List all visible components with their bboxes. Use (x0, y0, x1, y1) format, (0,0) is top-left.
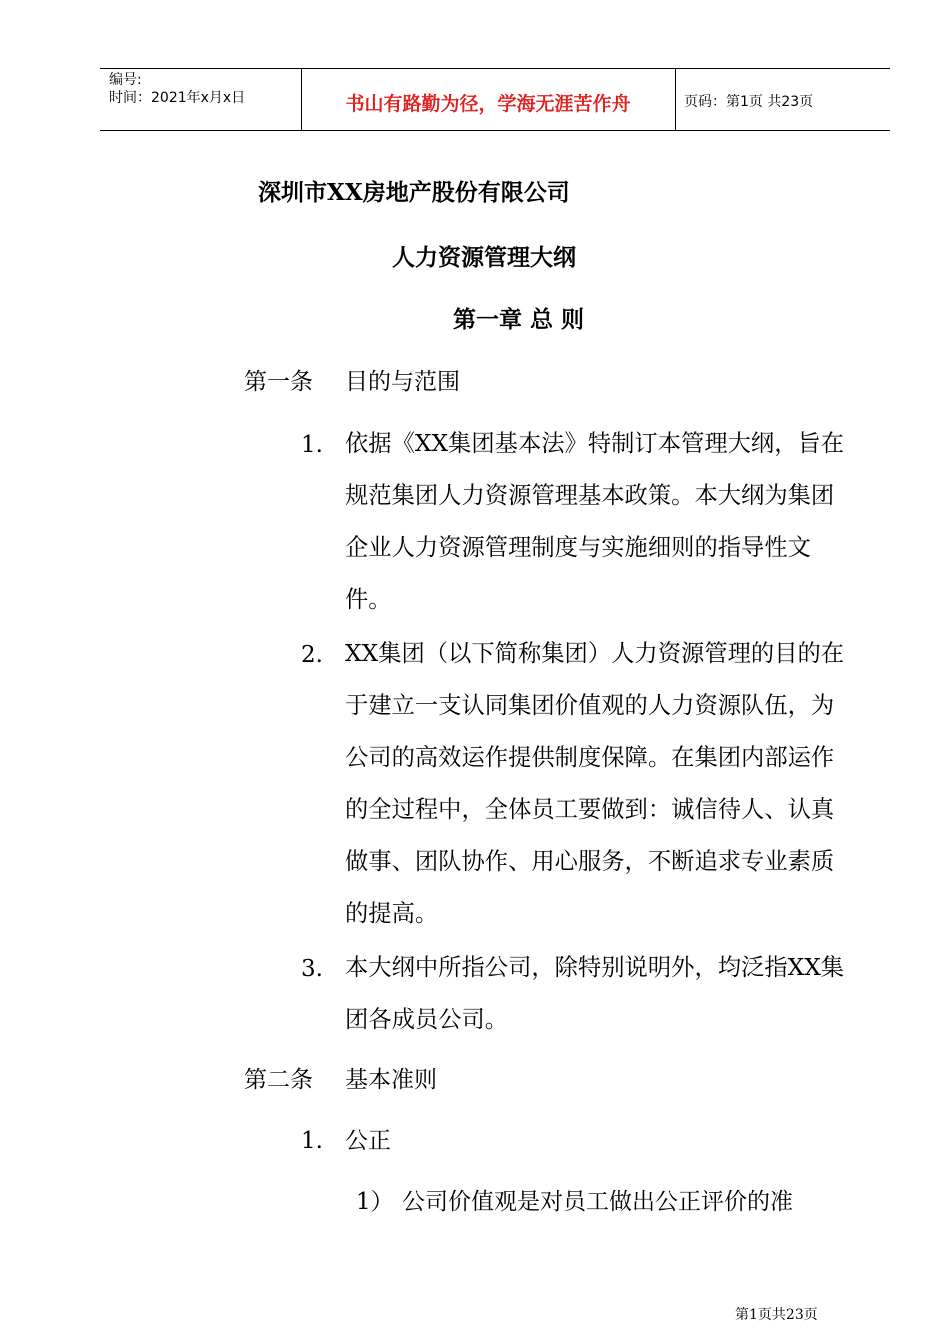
chapter-heading: 第一章 总 则 (453, 306, 585, 333)
document-title: 人力资源管理大纲 (392, 244, 576, 271)
article-1-item-1-number: 1. (301, 432, 323, 458)
article-2-item-1-number: 1. (301, 1128, 323, 1154)
article-2-label: 第二条 (244, 1067, 313, 1093)
article-1-item-1-text: 依据《XX集团基本法》特制订本管理大纲，旨在规范集团人力资源管理基本政策。本大纲为集团企业人力资源管理制度与实施细则的指导性文件。 (345, 430, 845, 613)
article-1-label: 第一条 (244, 369, 313, 395)
header-motto: 书山有路勤为径，学海无涯苦作舟 (345, 93, 631, 115)
page-header (100, 68, 890, 131)
article-2-subitem-1-text: 公司价值观是对员工做出公正评价的准 (402, 1189, 793, 1215)
company-name: 深圳市XX房地产股份有限公司 (258, 179, 570, 206)
header-motto-cell (301, 69, 676, 130)
article-1-item-3-number: 3. (301, 956, 323, 982)
header-page-info: 页码：第1页 共23页 (684, 94, 814, 110)
page-footer: 第1页共23页 (735, 1307, 818, 1323)
article-2-subitem-1-number: 1） (356, 1189, 394, 1215)
article-2-item-1-text: 公正 (345, 1128, 391, 1154)
document-time-label: 时间：2021年x月x日 (109, 90, 246, 106)
header-meta-cell (100, 69, 302, 130)
header-page-cell (676, 69, 890, 130)
article-1-item-2-number: 2. (301, 642, 323, 668)
document-number-label: 编号: (109, 72, 142, 88)
article-2-heading: 基本准则 (345, 1067, 437, 1093)
article-1-heading: 目的与范围 (345, 369, 460, 395)
article-1-item-3-text: 本大纲中所指公司，除特别说明外，均泛指XX集团各成员公司。 (345, 954, 845, 1033)
article-1-item-2-text: XX集团（以下简称集团）人力资源管理的目的在于建立一支认同集团价值观的人力资源队伍，为公司的高效运作提供制度保障。在集团内部运作的全过程中，全体员工要做到：诚信待人、认真做事、团队协作、用心服务，不断追求专业素质的提高。 (345, 640, 845, 927)
